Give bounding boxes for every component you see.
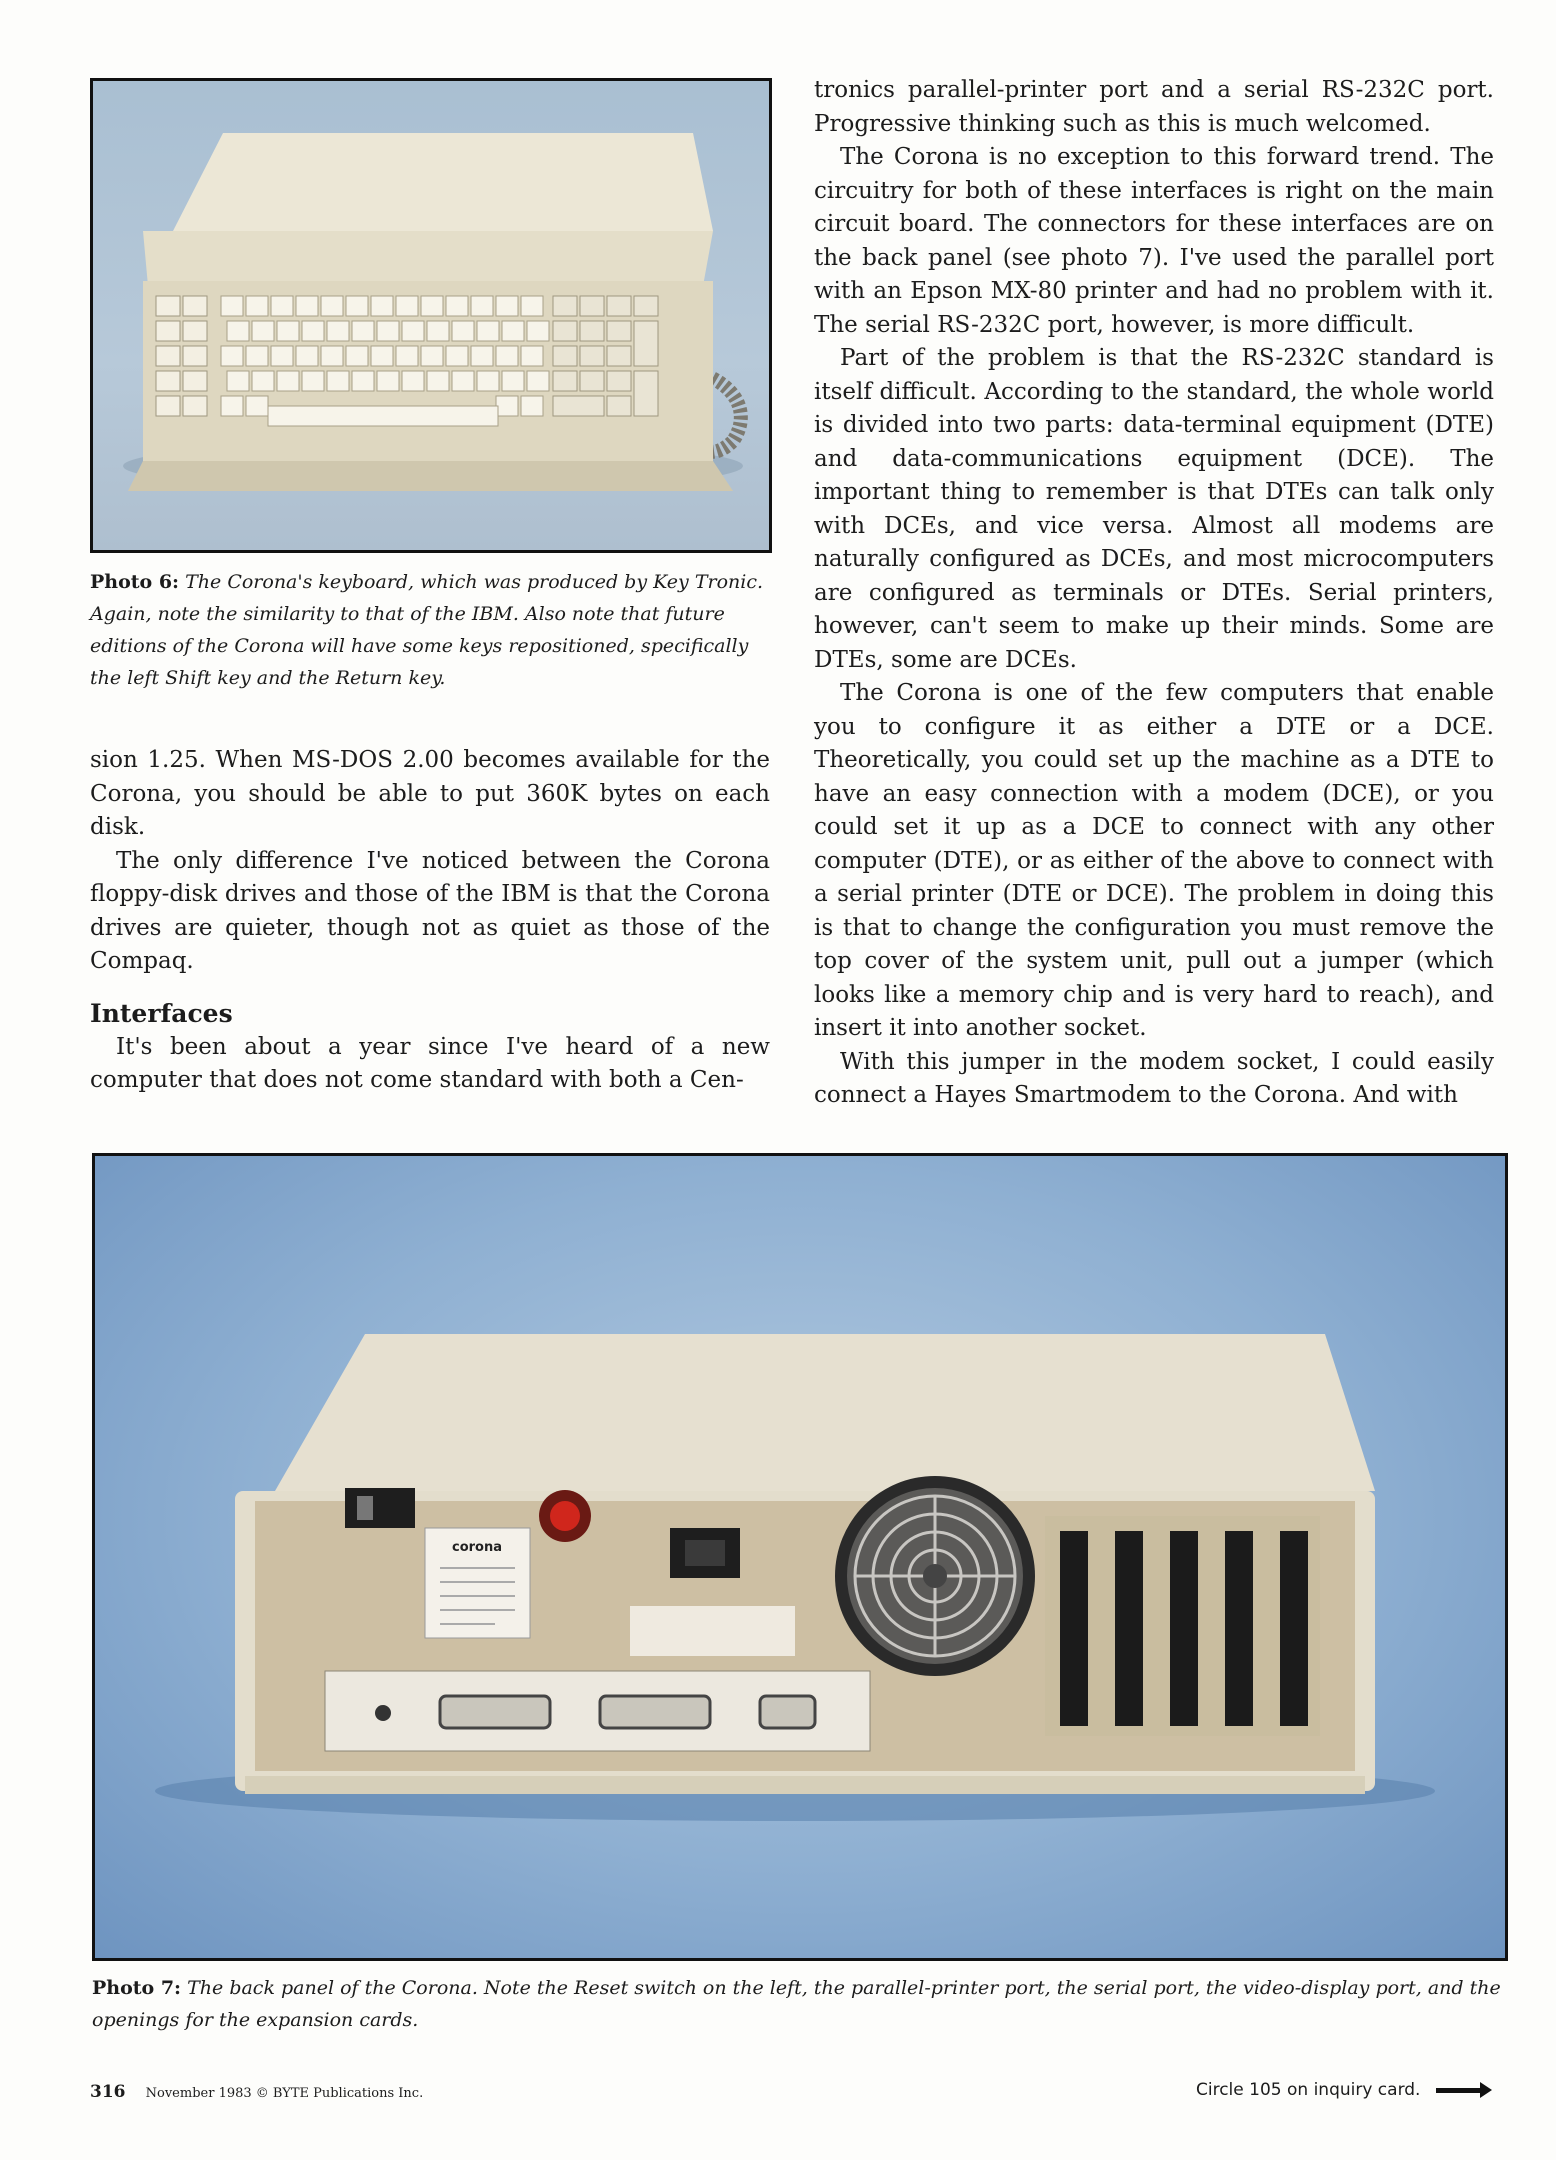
corona-logo-text: corona <box>451 1540 503 1555</box>
left-column <box>90 744 770 1098</box>
section-heading-interfaces: Interfaces <box>90 998 233 1028</box>
left-paragraph-2: The only difference I've noticed between the Corona floppy-disk drives and those of the IBM is that the Corona drives are quieter, though not as quiet as those of the Compaq. <box>90 847 770 974</box>
power-switch <box>345 1488 415 1528</box>
right-paragraph-4: The Corona is one of the few computers that enable you to configure it as either a DTE or a DCE. Theoretically, you could set up the machine as a DTE to have an easy connection with a modem (DCE), or you could set it up as a DCE to connect with any other computer (DTE), or as either of the above to connect with a serial printer (DTE or DCE). The problem in doing this is that to change the configuration you must remove the top cover of the system unit, pull out a jumper (which looks like a memory chip and is very hard to reach), and insert it into another socket. <box>814 680 1494 1041</box>
left-paragraph-3: It's been about a year since I've heard of a new computer that does not come standard with both a Cen- <box>90 1033 770 1093</box>
photo-7-back-panel <box>92 1153 1508 1961</box>
page-number: 316 <box>90 2082 126 2102</box>
arrow-right-icon <box>1436 2088 1482 2093</box>
right-column <box>814 74 1494 1113</box>
serial-port <box>600 1696 710 1728</box>
inquiry-card-text: Circle 105 on inquiry card. <box>1196 2080 1421 2100</box>
keyboard-illustration <box>93 81 769 550</box>
page-footer-left <box>90 2082 423 2102</box>
photo-7-caption <box>92 1972 1508 2036</box>
photo-7-caption-label: Photo 7: <box>92 1977 182 1999</box>
right-paragraph-3: Part of the problem is that the RS-232C standard is itself difficult. According to the standard, the whole world is divided into two parts: data-terminal equipment (DTE) and data-communications equipment (DCE). The important thing to remember is that DTEs can talk only with DCEs, and vice versa. Almost all modems are naturally configured as DCEs, and most microcomputers are configured as terminals or DTEs. Serial printers, however, can't seem to make up their minds. Some are DTEs, some are DCEs. <box>814 345 1494 673</box>
right-paragraph-2: The Corona is no exception to this forward trend. The circuitry for both of these interfaces is right on the main circuit board. The connectors for these interfaces are on the back panel (see photo 7). I've used the parallel port with an Epson MX-80 printer and had no problem with it. The serial RS-232C port, however, is more difficult. <box>814 144 1494 338</box>
photo-6-keyboard <box>90 78 772 553</box>
back-panel-illustration <box>95 1156 1505 1958</box>
photo-6-caption-label: Photo 6: <box>90 571 180 593</box>
right-paragraph-1: tronics parallel-printer port and a serial RS-232C port. Progressive thinking such as this is much welcomed. <box>814 77 1494 137</box>
issue-credit: November 1983 © BYTE Publications Inc. <box>145 2086 424 2101</box>
page-footer-right <box>1196 2080 1482 2100</box>
video-display-port <box>760 1696 815 1728</box>
photo-7-caption-text: The back panel of the Corona. Note the Reset switch on the left, the parallel-printer port, the serial port, the video-display port, and the openings for the expansion cards. <box>92 1977 1501 2031</box>
parallel-printer-port <box>440 1696 550 1728</box>
right-paragraph-5: With this jumper in the modem socket, I could easily connect a Hayes Smartmodem to the Corona. And with <box>814 1048 1494 1108</box>
left-paragraph-1: sion 1.25. When MS-DOS 2.00 becomes available for the Corona, you should be able to put 360K bytes on each disk. <box>90 747 770 840</box>
photo-6-caption-text: The Corona's keyboard, which was produced by Key Tronic. Again, note the similarity to that of the IBM. Also note that future editions of the Corona will have some keys repositioned, specifically the left Shift key and the Return key. <box>90 571 764 689</box>
photo-6-caption <box>90 566 772 694</box>
